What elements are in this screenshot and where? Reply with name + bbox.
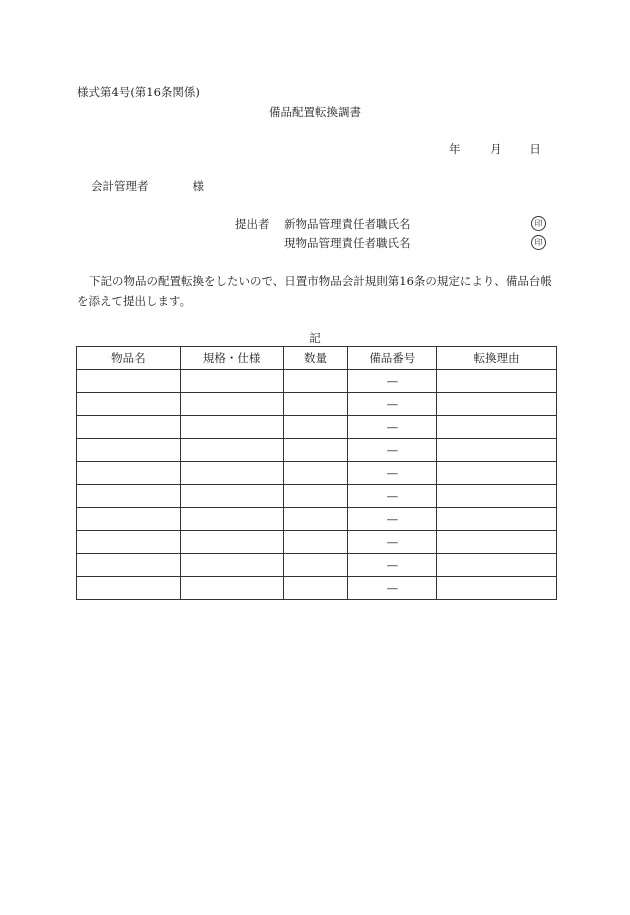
table-row bbox=[77, 554, 557, 577]
seal-mark: 印 bbox=[531, 216, 546, 231]
cell-spec[interactable] bbox=[180, 554, 283, 577]
cell-reason[interactable] bbox=[437, 370, 557, 393]
cell-reason[interactable] bbox=[437, 485, 557, 508]
seal-mark: 印 bbox=[531, 235, 546, 250]
cell-reason[interactable] bbox=[437, 462, 557, 485]
cell-item-name[interactable] bbox=[77, 485, 181, 508]
cell-asset-number[interactable]: — bbox=[348, 462, 437, 485]
year-label: 年 bbox=[449, 142, 461, 156]
cell-quantity[interactable] bbox=[283, 508, 348, 531]
cell-spec[interactable] bbox=[180, 370, 283, 393]
cell-asset-number[interactable]: — bbox=[348, 416, 437, 439]
cell-asset-number[interactable]: — bbox=[348, 439, 437, 462]
addressee-role: 会計管理者 bbox=[91, 179, 149, 193]
cell-item-name[interactable] bbox=[77, 462, 181, 485]
cell-quantity[interactable] bbox=[283, 416, 348, 439]
cell-spec[interactable] bbox=[180, 393, 283, 416]
cell-item-name[interactable] bbox=[77, 508, 181, 531]
cell-spec[interactable] bbox=[180, 416, 283, 439]
ki-heading: 記 bbox=[309, 331, 321, 345]
header-spec: 規格・仕様 bbox=[180, 347, 283, 370]
cell-asset-number[interactable]: — bbox=[348, 370, 437, 393]
table-row bbox=[77, 508, 557, 531]
form-number: 様式第4号(第16条関係) bbox=[77, 85, 200, 99]
current-manager-label: 現物品管理責任者職氏名 bbox=[284, 236, 411, 250]
cell-asset-number[interactable]: — bbox=[348, 554, 437, 577]
cell-quantity[interactable] bbox=[283, 577, 348, 600]
cell-reason[interactable] bbox=[437, 508, 557, 531]
cell-reason[interactable] bbox=[437, 439, 557, 462]
header-asset-number: 備品番号 bbox=[348, 347, 437, 370]
page-title: 備品配置転換調書 bbox=[269, 105, 361, 119]
cell-reason[interactable] bbox=[437, 416, 557, 439]
cell-spec[interactable] bbox=[180, 531, 283, 554]
cell-item-name[interactable] bbox=[77, 531, 181, 554]
cell-reason[interactable] bbox=[437, 577, 557, 600]
month-label: 月 bbox=[490, 142, 502, 156]
header-quantity: 数量 bbox=[283, 347, 348, 370]
addressee bbox=[91, 178, 204, 194]
table-row bbox=[77, 531, 557, 554]
body-text: 下記の物品の配置転換をしたいので、日置市物品会計規則第16条の規定により、備品台帳を添えて提出します。 bbox=[77, 274, 552, 308]
item-table bbox=[76, 346, 557, 600]
submitter-label: 提出者 bbox=[235, 217, 270, 231]
table-row bbox=[77, 577, 557, 600]
cell-quantity[interactable] bbox=[283, 370, 348, 393]
cell-item-name[interactable] bbox=[77, 577, 181, 600]
table-header-row bbox=[77, 347, 557, 370]
date-row bbox=[449, 141, 541, 157]
cell-asset-number[interactable]: — bbox=[348, 393, 437, 416]
cell-quantity[interactable] bbox=[283, 485, 348, 508]
header-item-name: 物品名 bbox=[77, 347, 181, 370]
cell-item-name[interactable] bbox=[77, 370, 181, 393]
cell-asset-number[interactable]: — bbox=[348, 508, 437, 531]
cell-quantity[interactable] bbox=[283, 439, 348, 462]
table-row bbox=[77, 439, 557, 462]
cell-asset-number[interactable]: — bbox=[348, 531, 437, 554]
cell-reason[interactable] bbox=[437, 554, 557, 577]
cell-asset-number[interactable]: — bbox=[348, 577, 437, 600]
table-row bbox=[77, 370, 557, 393]
cell-item-name[interactable] bbox=[77, 554, 181, 577]
table-row bbox=[77, 416, 557, 439]
cell-quantity[interactable] bbox=[283, 462, 348, 485]
cell-reason[interactable] bbox=[437, 531, 557, 554]
table-row bbox=[77, 462, 557, 485]
day-label: 日 bbox=[529, 142, 541, 156]
cell-quantity[interactable] bbox=[283, 393, 348, 416]
cell-spec[interactable] bbox=[180, 462, 283, 485]
table-row bbox=[77, 393, 557, 416]
addressee-honorific: 様 bbox=[192, 179, 204, 193]
cell-spec[interactable] bbox=[180, 485, 283, 508]
cell-item-name[interactable] bbox=[77, 393, 181, 416]
cell-spec[interactable] bbox=[180, 508, 283, 531]
cell-spec[interactable] bbox=[180, 439, 283, 462]
header-reason: 転換理由 bbox=[437, 347, 557, 370]
cell-reason[interactable] bbox=[437, 393, 557, 416]
cell-item-name[interactable] bbox=[77, 439, 181, 462]
cell-quantity[interactable] bbox=[283, 554, 348, 577]
cell-quantity[interactable] bbox=[283, 531, 348, 554]
cell-spec[interactable] bbox=[180, 577, 283, 600]
new-manager-label: 新物品管理責任者職氏名 bbox=[284, 217, 411, 231]
cell-item-name[interactable] bbox=[77, 416, 181, 439]
table-row bbox=[77, 485, 557, 508]
cell-asset-number[interactable]: — bbox=[348, 485, 437, 508]
